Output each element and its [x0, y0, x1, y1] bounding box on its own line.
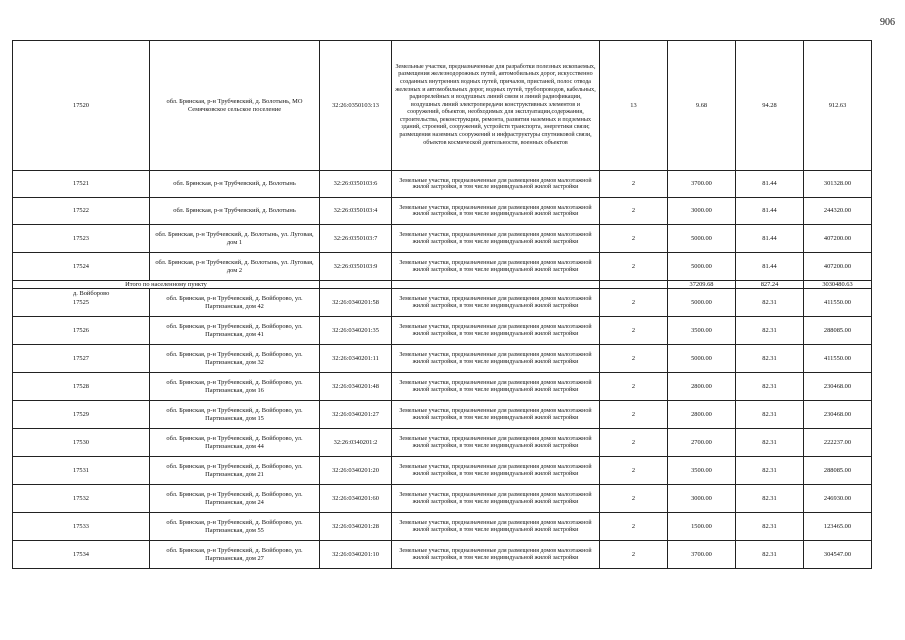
row-number — [13, 289, 150, 317]
row-area: 5000.00 — [668, 345, 736, 373]
row-area: 3700.00 — [668, 541, 736, 569]
row-rate: 81.44 — [736, 225, 804, 253]
total-empty-cell — [600, 281, 668, 289]
row-cadastral-value: 230468.00 — [804, 401, 872, 429]
row-rate: 82.31 — [736, 513, 804, 541]
row-land-purpose: Земельные участки, предназначенные для размещения домов малоэтажной жилой застройки, в том числе индивидуальной жилой застройки — [392, 253, 600, 281]
total-value: 3030480.63 — [804, 281, 872, 289]
row-number-value: 17525 — [73, 298, 89, 306]
row-address: обл. Брянская, р-н Трубчевский, д. Войборово, ул. Партизанская, дом 41 — [150, 317, 320, 345]
row-number: 17524 — [13, 253, 150, 281]
row-address: обл. Брянская, р-н Трубчевский, д. Войборово, ул. Партизанская, дом 42 — [150, 289, 320, 317]
row-cadastral-value: 246930.00 — [804, 485, 872, 513]
table-row — [13, 198, 872, 225]
row-address: обл. Брянская, р-н Трубчевский, д. Войборово, ул. Партизанская, дом 24 — [150, 485, 320, 513]
row-land-purpose: Земельные участки, предназначенные для разработки полезных ископаемых, размещения железнодорожных путей, автомобильных дорог, искусственно созданных внутренних водных путей, причалов, пристаней, полос отвода железных и автомобильных дорог, водных путей, трубопроводов, кабельных, радиорелейных и воздушных линий связи и линий радиофикации, воздушных линий электропередачи конструктивных элементов и сооружений, объектов, необходимых для эксплуатации,содержания, строительства, реконструкции, ремонта, развития наземных и подземных зданий, строений, сооружений, устройств транспорта, энергетики связи; размещения наземных сооружений и инфраструктуры спутниковой связи, объектов космической деятельности, военных объектов — [392, 41, 600, 171]
row-category-code: 2 — [600, 457, 668, 485]
row-address: обл. Брянская, р-н Трубчевский, д. Войборово, ул. Партизанская, дом 32 — [150, 345, 320, 373]
row-land-purpose: Земельные участки, предназначенные для размещения домов малоэтажной жилой застройки, в том числе индивидуальной жилой застройки — [392, 345, 600, 373]
row-cadastral-value: 407200.00 — [804, 225, 872, 253]
row-land-purpose: Земельные участки, предназначенные для размещения домов малоэтажной жилой застройки, в том числе индивидуальной жилой застройки — [392, 401, 600, 429]
row-category-code: 2 — [600, 198, 668, 225]
row-address: обл. Брянская, р-н Трубчевский, д. Волотынь, ул. Луговая, дом 1 — [150, 225, 320, 253]
row-number: 17522 — [13, 198, 150, 225]
row-number: 17520 — [13, 41, 150, 171]
row-land-purpose: Земельные участки, предназначенные для размещения домов малоэтажной жилой застройки, в том числе индивидуальной жилой застройки — [392, 541, 600, 569]
row-cadastral-value: 288085.00 — [804, 317, 872, 345]
row-cadastral-number: 32:26:0340201:11 — [320, 345, 392, 373]
row-land-purpose: Земельные участки, предназначенные для размещения домов малоэтажной жилой застройки, в том числе индивидуальной жилой застройки — [392, 429, 600, 457]
row-address: обл. Брянская, р-н Трубчевский, д. Волотынь — [150, 171, 320, 198]
row-area: 5000.00 — [668, 289, 736, 317]
row-rate: 82.31 — [736, 541, 804, 569]
row-cadastral-number: 32:26:0350103:9 — [320, 253, 392, 281]
row-cadastral-value: 411550.00 — [804, 289, 872, 317]
row-cadastral-number: 32:26:0340201:48 — [320, 373, 392, 401]
table-row — [13, 289, 872, 317]
row-area: 1500.00 — [668, 513, 736, 541]
table-row — [13, 225, 872, 253]
row-address: обл. Брянская, р-н Трубчевский, д. Войборово, ул. Партизанская, дом 15 — [150, 401, 320, 429]
row-cadastral-number: 32:26:0350103:7 — [320, 225, 392, 253]
row-rate: 81.44 — [736, 171, 804, 198]
row-category-code: 2 — [600, 513, 668, 541]
row-area: 5000.00 — [668, 253, 736, 281]
row-cadastral-number: 32:26:0340201:10 — [320, 541, 392, 569]
row-rate: 82.31 — [736, 429, 804, 457]
row-cadastral-value: 123465.00 — [804, 513, 872, 541]
row-category-code: 2 — [600, 541, 668, 569]
row-number: 17534 — [13, 541, 150, 569]
table-row — [13, 513, 872, 541]
total-empty-cell — [320, 281, 392, 289]
table-row — [13, 429, 872, 457]
row-number: 17529 — [13, 401, 150, 429]
row-land-purpose: Земельные участки, предназначенные для размещения домов малоэтажной жилой застройки, в том числе индивидуальной жилой застройки — [392, 171, 600, 198]
row-land-purpose: Земельные участки, предназначенные для размещения домов малоэтажной жилой застройки, в том числе индивидуальной жилой застройки — [392, 485, 600, 513]
row-area: 9.68 — [668, 41, 736, 171]
table-row — [13, 345, 872, 373]
row-cadastral-number: 32:26:0340201:28 — [320, 513, 392, 541]
row-land-purpose: Земельные участки, предназначенные для размещения домов малоэтажной жилой застройки, в том числе индивидуальной жилой застройки — [392, 317, 600, 345]
table-row — [13, 485, 872, 513]
row-area: 3000.00 — [668, 198, 736, 225]
row-cadastral-number: 32:26:0350103:6 — [320, 171, 392, 198]
row-address: обл. Брянская, р-н Трубчевский, д. Войборово, ул. Партизанская, дом 27 — [150, 541, 320, 569]
row-category-code: 2 — [600, 253, 668, 281]
row-category-code: 13 — [600, 41, 668, 171]
row-address: обл. Брянская, р-н Трубчевский, д. Войборово, ул. Партизанская, дом 55 — [150, 513, 320, 541]
row-number: 17531 — [13, 457, 150, 485]
row-address: обл. Брянская, р-н Трубчевский, д. Волотынь, ул. Луговая, дом 2 — [150, 253, 320, 281]
row-cadastral-value: 411550.00 — [804, 345, 872, 373]
row-address: обл. Брянская, р-н Трубчевский, д. Войборово, ул. Партизанская, дом 16 — [150, 373, 320, 401]
row-cadastral-value: 301328.00 — [804, 171, 872, 198]
row-rate: 82.31 — [736, 485, 804, 513]
row-category-code: 2 — [600, 429, 668, 457]
table-row — [13, 541, 872, 569]
row-area: 3000.00 — [668, 485, 736, 513]
row-address: обл. Брянская, р-н Трубчевский, д. Волотынь, МО Семячковское сельское поселение — [150, 41, 320, 171]
row-rate: 82.31 — [736, 457, 804, 485]
row-cadastral-value: 304547.00 — [804, 541, 872, 569]
row-number: 17530 — [13, 429, 150, 457]
table-row — [13, 401, 872, 429]
table-row — [13, 41, 872, 171]
total-area: 37209.68 — [668, 281, 736, 289]
row-area: 3700.00 — [668, 171, 736, 198]
row-land-purpose: Земельные участки, предназначенные для размещения домов малоэтажной жилой застройки, в том числе индивидуальной жилой застройки — [392, 198, 600, 225]
row-cadastral-number: 32:26:0340201:58 — [320, 289, 392, 317]
row-rate: 82.31 — [736, 289, 804, 317]
row-category-code: 2 — [600, 317, 668, 345]
row-number: 17532 — [13, 485, 150, 513]
table-row — [13, 457, 872, 485]
row-cadastral-value: 244320.00 — [804, 198, 872, 225]
table-row — [13, 373, 872, 401]
row-number: 17527 — [13, 345, 150, 373]
row-cadastral-value: 230468.00 — [804, 373, 872, 401]
settlement-label: д. Войборово — [73, 290, 110, 297]
row-number: 17523 — [13, 225, 150, 253]
total-label: Итого по населенному пункту — [13, 281, 320, 289]
row-rate: 81.44 — [736, 253, 804, 281]
row-area: 3500.00 — [668, 317, 736, 345]
row-number: 17526 — [13, 317, 150, 345]
row-cadastral-number: 32:26:0340201:2 — [320, 429, 392, 457]
total-rate: 827.24 — [736, 281, 804, 289]
row-cadastral-value: 912.63 — [804, 41, 872, 171]
row-number: 17528 — [13, 373, 150, 401]
row-cadastral-value: 407200.00 — [804, 253, 872, 281]
row-land-purpose: Земельные участки, предназначенные для размещения домов малоэтажной жилой застройки, в том числе индивидуальной жилой застройки — [392, 373, 600, 401]
row-category-code: 2 — [600, 401, 668, 429]
row-land-purpose: Земельные участки, предназначенные для размещения домов малоэтажной жилой застройки, в том числе индивидуальной жилой застройки — [392, 457, 600, 485]
row-category-code: 2 — [600, 485, 668, 513]
row-rate: 82.31 — [736, 345, 804, 373]
row-rate: 81.44 — [736, 198, 804, 225]
row-number: 17521 — [13, 171, 150, 198]
row-address: обл. Брянская, р-н Трубчевский, д. Войборово, ул. Партизанская, дом 44 — [150, 429, 320, 457]
row-area: 2800.00 — [668, 373, 736, 401]
row-number: 17533 — [13, 513, 150, 541]
register-body — [13, 41, 872, 569]
row-cadastral-value: 222237.00 — [804, 429, 872, 457]
row-category-code: 2 — [600, 345, 668, 373]
row-land-purpose: Земельные участки, предназначенные для размещения домов малоэтажной жилой застройки, в том числе индивидуальной жилой застройки — [392, 225, 600, 253]
row-rate: 94.28 — [736, 41, 804, 171]
total-empty-cell — [392, 281, 600, 289]
row-category-code: 2 — [600, 289, 668, 317]
row-cadastral-number: 32:26:0350103:4 — [320, 198, 392, 225]
row-address: обл. Брянская, р-н Трубчевский, д. Волотынь — [150, 198, 320, 225]
row-area: 5000.00 — [668, 225, 736, 253]
row-cadastral-value: 288085.00 — [804, 457, 872, 485]
table-row — [13, 253, 872, 281]
land-register-table — [12, 40, 872, 569]
row-rate: 82.31 — [736, 373, 804, 401]
row-land-purpose: Земельные участки, предназначенные для размещения домов малоэтажной жилой застройки, в том числе индивидуальной жилой застройки — [392, 289, 600, 317]
row-category-code: 2 — [600, 225, 668, 253]
row-rate: 82.31 — [736, 401, 804, 429]
row-area: 2700.00 — [668, 429, 736, 457]
row-area: 3500.00 — [668, 457, 736, 485]
row-cadastral-number: 32:26:0340201:27 — [320, 401, 392, 429]
row-area: 2800.00 — [668, 401, 736, 429]
page-number: 906 — [880, 17, 895, 28]
row-category-code: 2 — [600, 171, 668, 198]
row-category-code: 2 — [600, 373, 668, 401]
settlement-total-row — [13, 281, 872, 289]
table-row — [13, 171, 872, 198]
row-cadastral-number: 32:26:0340201:60 — [320, 485, 392, 513]
row-rate: 82.31 — [736, 317, 804, 345]
table-row — [13, 317, 872, 345]
row-cadastral-number: 32:26:0340201:35 — [320, 317, 392, 345]
row-address: обл. Брянская, р-н Трубчевский, д. Войборово, ул. Партизанская, дом 21 — [150, 457, 320, 485]
row-cadastral-number: 32:26:0350103:13 — [320, 41, 392, 171]
row-cadastral-number: 32:26:0340201:20 — [320, 457, 392, 485]
row-land-purpose: Земельные участки, предназначенные для размещения домов малоэтажной жилой застройки, в том числе индивидуальной жилой застройки — [392, 513, 600, 541]
